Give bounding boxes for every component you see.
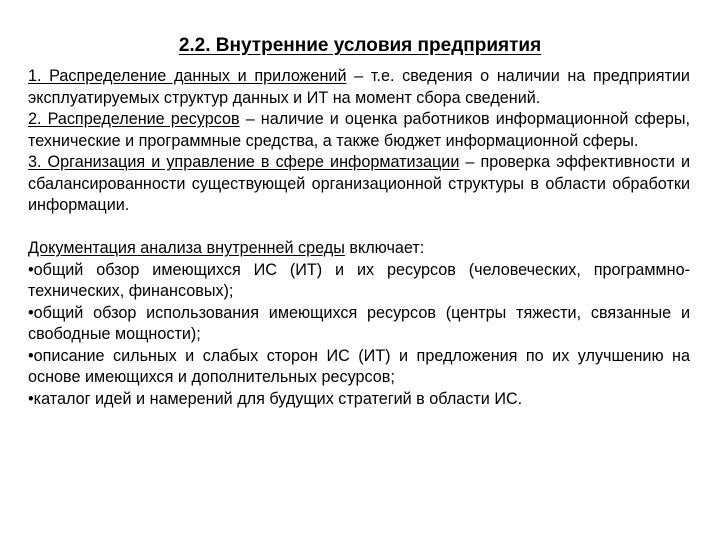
item-2-text: – наличие и оценка работников информационной сферы, технические и программные средства, а также бюджет информационной сферы. bbox=[28, 110, 691, 150]
item-3-paragraph bbox=[28, 152, 690, 217]
documentation-heading bbox=[28, 238, 690, 260]
slide-body bbox=[28, 66, 690, 410]
paragraph-gap bbox=[28, 217, 690, 239]
item-3-text: – проверка эффективности и сбалансированности существующей организационной структуры в области обработки информации. bbox=[28, 153, 690, 214]
bullet-item-1: •общий обзор имеющихся ИС (ИТ) и их ресурсов (человеческих, программно-технических, финансовых); bbox=[28, 260, 690, 300]
item-1-text: – т.е. сведения о наличии на предприятии эксплуатируемых структур данных и ИТ на момент сбора сведений. bbox=[28, 67, 690, 107]
item-2-label: 2. Распределение ресурсов bbox=[28, 110, 240, 128]
documentation-intro: включает: bbox=[344, 239, 425, 257]
bullet-item-2: •общий обзор использования имеющихся ресурсов (центры тяжести, связанные и свободные мощности); bbox=[28, 303, 690, 343]
item-1-paragraph bbox=[28, 66, 690, 109]
item-1-label: 1. Распределение данных и приложений bbox=[28, 67, 347, 85]
slide-title bbox=[0, 34, 720, 58]
documentation-label: Документация анализа внутренней среды bbox=[28, 239, 345, 257]
item-2-paragraph bbox=[28, 109, 690, 152]
slide-title-text: 2.2. Внутренние условия предприятия bbox=[178, 35, 542, 56]
bullet-item-4: •каталог идей и намерений для будущих стратегий в области ИС. bbox=[28, 389, 523, 408]
bullet-item-3: •описание сильных и слабых сторон ИС (ИТ) и предложения по их улучшению на основе имеющихся и дополнительных ресурсов; bbox=[28, 346, 690, 386]
item-3-label: 3. Организация и управление в сфере информатизации bbox=[28, 153, 460, 171]
